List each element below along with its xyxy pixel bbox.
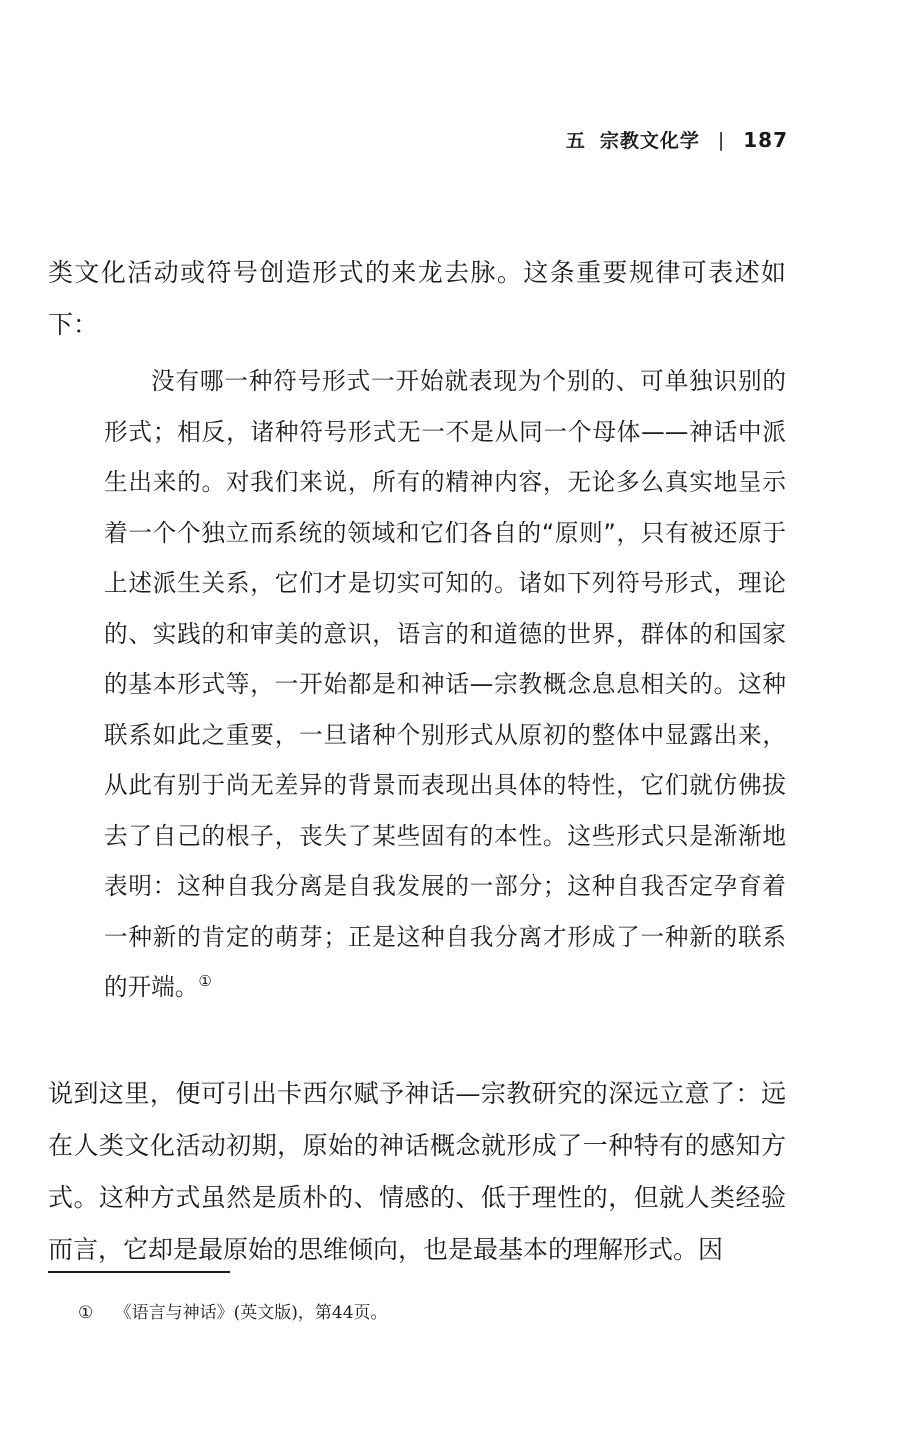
quote-text: 没有哪一种符号形式一开始就表现为个别的、可单独识别的形式；相反，诸种符号形式无一不是从同一个母体——神话中派生出来的。对我们来说，所有的精神内容，无论多么真实地呈示着一个个独立而系统的领域和它们各自的“原则”，只有被还原于上述派生关系，它们才是切实可知的。诸如下列符号形式，理论的、实践的和审美的意识，语言的和道德的世界，群体的和国家的基本形式等，一开始都是和神话—宗教概念息息相关的。这种联系如此之重要，一旦诸种个别形式从原初的整体中显露出来，从此有别于尚无差异的背景而表现出具体的特性，它们就仿佛拔去了自己的根子，丧失了某些固有的本性。这些形式只是渐渐地表明：这种自我分离是自我发展的一部分；这种自我否定孕育着一种新的肯定的萌芽；正是这种自我分离才形成了一种新的联系的开端。 [104,367,786,1001]
body-paragraph-1: 类文化活动或符号创造形式的来龙去脉。这条重要规律可表述如下： [48,258,786,339]
chapter-title: 宗教文化学 [599,130,700,152]
page-number: 187 [743,127,788,152]
running-header [566,126,788,153]
footnote [78,1300,388,1326]
body-paragraph-2: 说到这里，便可引出卡西尔赋予神话—宗教研究的深远立意了：远在人类文化活动初期，原始的神话概念就形成了一种特有的感知方式。这种方式虽然是质朴的、情感的、低于理性的，但就人类经验而言，它却是最原始的思维倾向，也是最基本的理解形式。因 [48,1079,786,1264]
header-separator: | [717,128,726,151]
footnote-divider [48,1271,230,1273]
footnote-mark: ① [78,1303,94,1323]
block-quote [104,356,786,1013]
footnote-reference: ① [198,972,212,990]
chapter-number: 五 [565,130,586,152]
footnote-text: 《语言与神话》(英文版)，第44页。 [114,1303,388,1323]
